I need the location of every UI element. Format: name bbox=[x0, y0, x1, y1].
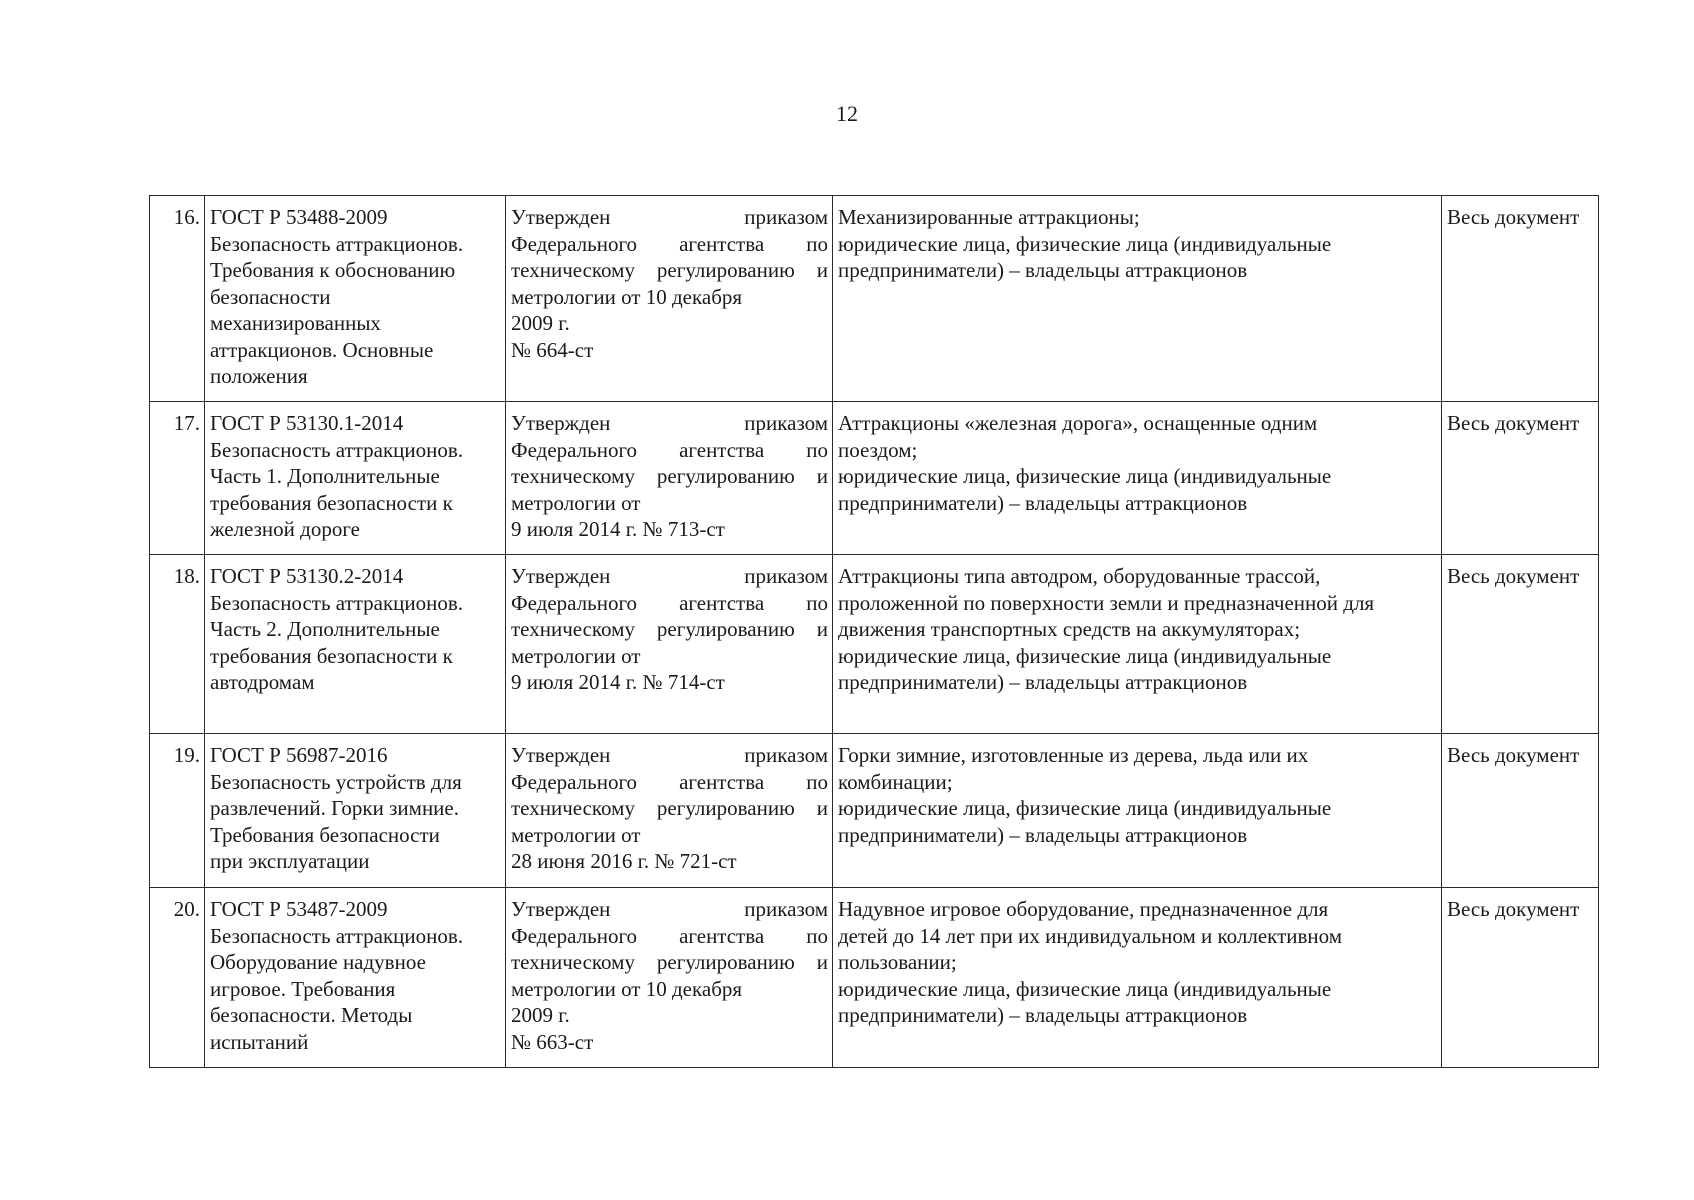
order-line: Федерального агентства по bbox=[511, 437, 828, 462]
coverage-cell: Весь документ bbox=[1442, 555, 1599, 734]
scope-line: юридические лица, физические лица (индивидуальные bbox=[838, 796, 1332, 820]
order-line: 28 июня 2016 г. № 721-ст bbox=[511, 849, 737, 873]
scope-line: Горки зимние, изготовленные из дерева, льда или их bbox=[838, 743, 1309, 767]
scope-cell bbox=[833, 734, 1442, 888]
order-line: Утвержден приказом bbox=[511, 205, 828, 229]
scope-cell bbox=[833, 555, 1442, 734]
coverage-cell: Весь документ bbox=[1442, 402, 1599, 555]
order-line: Федерального агентства по bbox=[511, 590, 828, 615]
standard-line: Безопасность устройств для bbox=[210, 769, 462, 794]
order-line: техническому регулированию и bbox=[511, 464, 828, 488]
scope-line: пользовании; bbox=[838, 950, 957, 974]
row-number: 16. bbox=[150, 196, 205, 402]
standard-line: Безопасность аттракционов. bbox=[210, 231, 464, 256]
order-cell bbox=[506, 196, 833, 402]
standard-line: механизированных bbox=[210, 311, 381, 335]
standard-line: развлечений. Горки зимние. bbox=[210, 796, 459, 820]
order-line: метрологии от 10 декабря bbox=[511, 976, 743, 1001]
standard-cell bbox=[205, 402, 506, 555]
order-line: 2009 г. bbox=[511, 1003, 570, 1027]
scope-line: Аттракционы «железная дорога», оснащенные одним bbox=[838, 411, 1318, 435]
standard-line: ГОСТ Р 53130.2-2014 bbox=[210, 564, 404, 588]
standard-line: ГОСТ Р 53488-2009 bbox=[210, 205, 388, 229]
order-line: Федерального агентства по bbox=[511, 769, 828, 794]
order-line: Федерального агентства по bbox=[511, 231, 828, 256]
order-cell bbox=[506, 888, 833, 1068]
order-line: метрологии от bbox=[511, 490, 641, 515]
order-cell bbox=[506, 734, 833, 888]
standard-line: ГОСТ Р 53487-2009 bbox=[210, 897, 388, 921]
scope-line: предприниматели) – владельцы аттракционов bbox=[838, 670, 1248, 694]
scope-line: предприниматели) – владельцы аттракционов bbox=[838, 490, 1248, 515]
standard-line: железной дороге bbox=[210, 517, 360, 541]
standard-line: ГОСТ Р 56987-2016 bbox=[210, 743, 388, 767]
order-line: Утвержден приказом bbox=[511, 411, 828, 435]
scope-cell bbox=[833, 402, 1442, 555]
standard-line: безопасности bbox=[210, 284, 331, 309]
scope-line: движения транспортных средств на аккумуляторах; bbox=[838, 617, 1301, 641]
standard-line: Безопасность аттракционов. bbox=[210, 437, 464, 462]
scope-line: детей до 14 лет при их индивидуальном и коллективном bbox=[838, 923, 1343, 948]
table-row bbox=[150, 888, 1599, 1068]
scope-cell bbox=[833, 888, 1442, 1068]
table-row bbox=[150, 196, 1599, 402]
scope-line: предприниматели) – владельцы аттракционов bbox=[838, 258, 1248, 282]
standard-line: безопасности. Методы bbox=[210, 1003, 413, 1027]
coverage-cell: Весь документ bbox=[1442, 888, 1599, 1068]
standard-line: автодромам bbox=[210, 670, 315, 694]
scope-line: комбинации; bbox=[838, 769, 953, 794]
scope-line: Аттракционы типа автодром, оборудованные трассой, bbox=[838, 564, 1321, 588]
standard-cell bbox=[205, 888, 506, 1068]
scope-line: юридические лица, физические лица (индивидуальные bbox=[838, 464, 1332, 488]
order-line: 9 июля 2014 г. № 714-ст bbox=[511, 670, 725, 694]
standard-line: требования безопасности к bbox=[210, 490, 453, 515]
standard-line: требования безопасности к bbox=[210, 643, 453, 668]
page-number: 12 bbox=[836, 101, 858, 126]
order-line: техническому регулированию и bbox=[511, 796, 828, 820]
row-number: 19. bbox=[150, 734, 205, 888]
scope-line: предприниматели) – владельцы аттракционов bbox=[838, 1003, 1248, 1027]
coverage-cell: Весь документ bbox=[1442, 734, 1599, 888]
order-line: метрологии от bbox=[511, 822, 641, 847]
order-line: метрологии от bbox=[511, 643, 641, 668]
scope-cell bbox=[833, 196, 1442, 402]
standard-cell bbox=[205, 196, 506, 402]
order-line: 2009 г. bbox=[511, 311, 570, 335]
order-line: № 664-ст bbox=[511, 337, 594, 362]
order-line: Утвержден приказом bbox=[511, 743, 828, 767]
scope-line: юридические лица, физические лица (индивидуальные bbox=[838, 976, 1332, 1001]
standards-table bbox=[149, 195, 1599, 1068]
order-line: техническому регулированию и bbox=[511, 950, 828, 974]
order-line: техническому регулированию и bbox=[511, 617, 828, 641]
scope-line: поездом; bbox=[838, 437, 918, 462]
standard-line: Безопасность аттракционов. bbox=[210, 590, 464, 615]
standard-line: Безопасность аттракционов. bbox=[210, 923, 464, 948]
order-line: Утвержден приказом bbox=[511, 897, 828, 921]
coverage-cell: Весь документ bbox=[1442, 196, 1599, 402]
scope-line: Надувное игровое оборудование, предназначенное для bbox=[838, 897, 1329, 921]
standard-cell bbox=[205, 555, 506, 734]
scope-line: юридические лица, физические лица (индивидуальные bbox=[838, 643, 1332, 668]
standard-cell bbox=[205, 734, 506, 888]
standard-line: Часть 1. Дополнительные bbox=[210, 464, 440, 488]
order-line: метрологии от 10 декабря bbox=[511, 284, 743, 309]
standard-line: аттракционов. Основные bbox=[210, 337, 434, 362]
table-row bbox=[150, 734, 1599, 888]
standard-line: ГОСТ Р 53130.1-2014 bbox=[210, 411, 404, 435]
order-line: 9 июля 2014 г. № 713-ст bbox=[511, 517, 725, 541]
row-number: 18. bbox=[150, 555, 205, 734]
order-cell bbox=[506, 555, 833, 734]
order-line: Утвержден приказом bbox=[511, 564, 828, 588]
standard-line: игровое. Требования bbox=[210, 976, 396, 1001]
table-row bbox=[150, 555, 1599, 734]
scope-line: предприниматели) – владельцы аттракционов bbox=[838, 822, 1248, 847]
order-line: № 663-ст bbox=[511, 1029, 594, 1054]
row-number: 17. bbox=[150, 402, 205, 555]
scope-line: проложенной по поверхности земли и предназначенной для bbox=[838, 590, 1375, 615]
standard-line: при эксплуатации bbox=[210, 849, 370, 873]
standard-line: положения bbox=[210, 364, 308, 388]
scope-line: Механизированные аттракционы; bbox=[838, 205, 1140, 229]
standard-line: Оборудование надувное bbox=[210, 950, 426, 974]
standard-line: Требования к обоснованию bbox=[210, 258, 456, 282]
scope-line: юридические лица, физические лица (индивидуальные bbox=[838, 231, 1332, 256]
standard-line: Часть 2. Дополнительные bbox=[210, 617, 440, 641]
order-line: Федерального агентства по bbox=[511, 923, 828, 948]
standard-line: Требования безопасности bbox=[210, 822, 440, 847]
table-row bbox=[150, 402, 1599, 555]
order-cell bbox=[506, 402, 833, 555]
standard-line: испытаний bbox=[210, 1029, 309, 1054]
row-number: 20. bbox=[150, 888, 205, 1068]
order-line: техническому регулированию и bbox=[511, 258, 828, 282]
